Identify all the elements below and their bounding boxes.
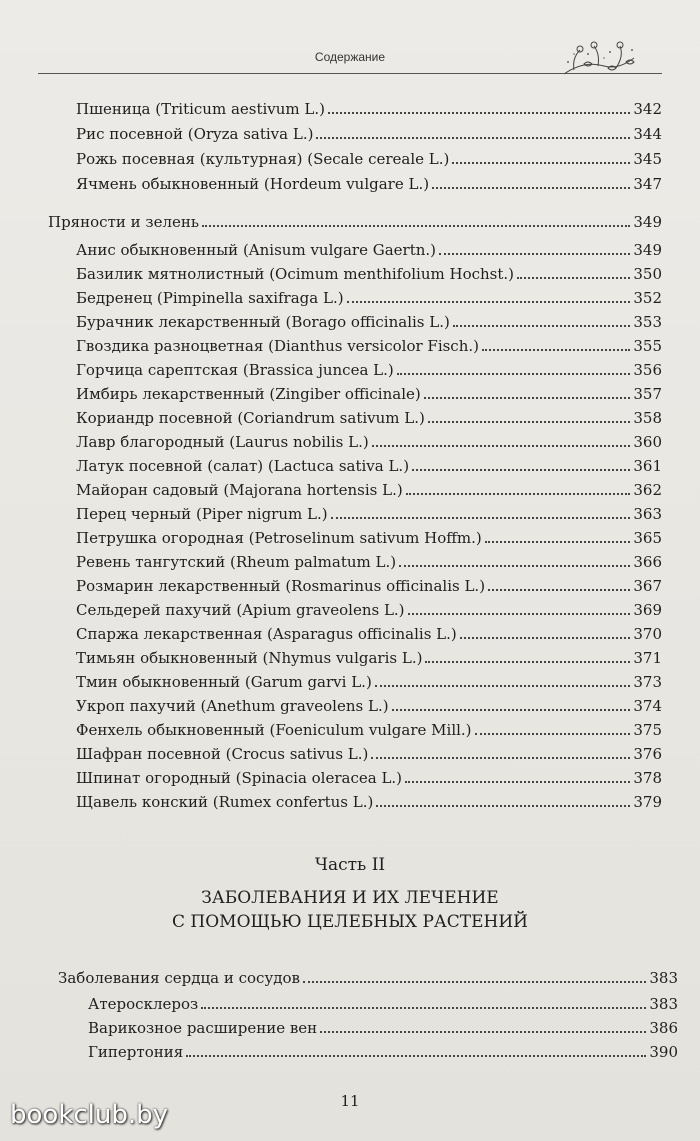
toc-page-number: 378 — [633, 769, 662, 787]
leader-dots — [439, 238, 630, 255]
toc-page-number: 355 — [633, 337, 662, 355]
toc-page-number: 357 — [633, 385, 662, 403]
toc-entry — [76, 790, 662, 812]
leader-dots — [201, 992, 646, 1009]
toc-entry-label: Сельдерей пахучий (Apium graveolens L.) — [76, 601, 405, 619]
toc-entry — [76, 406, 662, 428]
leader-dots — [397, 358, 631, 375]
toc-entry-label: Атеросклероз — [88, 995, 199, 1013]
toc-page-number: 375 — [633, 721, 662, 739]
toc-page-number: 362 — [633, 481, 662, 499]
toc-entry-label: Перец черный (Piper nigrum L.) — [76, 505, 328, 523]
toc-entry-label: Розмарин лекарственный (Rosmarinus officinalis L.) — [76, 577, 486, 595]
toc-entry-label: Пшеница (Triticum aestivum L.) — [76, 100, 326, 118]
toc-page-number: 342 — [633, 100, 662, 118]
toc-entry-label: Тмин обыкновенный (Garum garvi L.) — [76, 673, 372, 691]
toc-page-number: 345 — [633, 150, 662, 168]
toc-entry-label: Базилик мятнолистный (Ocimum menthifolium Hochst.) — [76, 265, 515, 283]
toc-page-number: 376 — [633, 745, 662, 763]
toc-entry — [76, 97, 662, 119]
toc-entry — [76, 430, 662, 452]
toc-section-label: Заболевания сердца и сосудов — [58, 969, 300, 987]
part-title-line-1: ЗАБОЛЕВАНИЯ И ИХ ЛЕЧЕНИЕ — [201, 888, 499, 908]
leader-dots — [406, 478, 631, 495]
toc-entry — [76, 502, 662, 524]
leader-dots — [316, 122, 630, 139]
toc-entry-label: Щавель конский (Rumex confertus L.) — [76, 793, 374, 811]
leader-dots — [375, 670, 631, 687]
toc-entry — [88, 1016, 678, 1038]
toc-page-number: 349 — [633, 213, 662, 231]
toc-section — [58, 966, 678, 988]
leader-dots — [485, 526, 631, 543]
toc-section-label: Пряности и зелень — [48, 213, 200, 231]
toc-entry — [76, 718, 662, 740]
toc-page-number: 353 — [633, 313, 662, 331]
toc-entry — [76, 622, 662, 644]
toc-entry-label: Кориандр посевной (Coriandrum sativum L.) — [76, 409, 425, 427]
toc-entry — [76, 694, 662, 716]
toc-section — [48, 210, 662, 232]
toc-entry-label: Бедренец (Pimpinella saxifraga L.) — [76, 289, 344, 307]
toc-page-number: 386 — [649, 1019, 678, 1037]
toc-page-number: 349 — [633, 241, 662, 259]
toc-page-number: 360 — [633, 433, 662, 451]
toc-entry — [76, 670, 662, 692]
toc-page-number: 373 — [633, 673, 662, 691]
leader-dots — [475, 718, 631, 735]
leader-dots — [425, 646, 630, 663]
toc-entry-label: Ячмень обыкновенный (Hordeum vulgare L.) — [76, 175, 430, 193]
toc-entry — [76, 358, 662, 380]
watermark: bookclub.by — [10, 1100, 169, 1130]
toc-entry-label: Ревень тангутский (Rheum palmatum L.) — [76, 553, 397, 571]
toc-entry — [76, 526, 662, 548]
toc-entry — [76, 122, 662, 144]
toc-entry-label: Гвоздика разноцветная (Dianthus versicolor Fisch.) — [76, 337, 479, 355]
toc-page-number: 347 — [633, 175, 662, 193]
leader-dots — [347, 286, 631, 303]
toc-entry-label: Гипертония — [88, 1043, 184, 1061]
toc-entry — [88, 1040, 678, 1062]
toc-entry — [76, 238, 662, 260]
toc-entry — [76, 766, 662, 788]
toc-entry — [76, 478, 662, 500]
leader-dots — [328, 97, 630, 114]
toc-entry-label: Имбирь лекарственный (Zingiber officinale) — [76, 385, 421, 403]
toc-page-number: 367 — [633, 577, 662, 595]
toc-entry-label: Майоран садовый (Majorana hortensis L.) — [76, 481, 403, 499]
toc-entry — [76, 286, 662, 308]
toc-entry — [76, 550, 662, 572]
toc-page-number: 358 — [633, 409, 662, 427]
toc-entry-label: Анис обыкновенный (Anisum vulgare Gaertn.) — [76, 241, 437, 259]
toc-entry — [76, 598, 662, 620]
toc-entry-label: Фенхель обыкновенный (Foeniculum vulgare Mill.) — [76, 721, 472, 739]
toc-entry — [88, 992, 678, 1014]
toc-entry — [76, 454, 662, 476]
toc-page-number: 383 — [649, 995, 678, 1013]
toc-page-number: 356 — [633, 361, 662, 379]
toc-page-number: 371 — [633, 649, 662, 667]
toc-entry-label: Лавр благородный (Laurus nobilis L.) — [76, 433, 369, 451]
leader-dots — [331, 502, 631, 519]
toc-page-number: 374 — [633, 697, 662, 715]
toc-page-number: 350 — [633, 265, 662, 283]
page-number: 11 — [340, 1092, 360, 1110]
leader-dots — [432, 172, 630, 189]
toc-entry — [76, 334, 662, 356]
toc-entry — [76, 382, 662, 404]
toc-entry — [76, 172, 662, 194]
toc-page-number: 344 — [633, 125, 662, 143]
toc-entry-label: Рис посевной (Oryza sativa L.) — [76, 125, 314, 143]
leader-dots — [482, 334, 630, 351]
toc-page-number: 352 — [633, 289, 662, 307]
leader-dots — [517, 262, 630, 279]
toc-entry — [76, 742, 662, 764]
leader-dots — [408, 598, 631, 615]
header-title: Содержание — [314, 50, 386, 64]
leader-dots — [320, 1016, 646, 1033]
leader-dots — [460, 622, 631, 639]
part-title-line-2: С ПОМОЩЬЮ ЦЕЛЕБНЫХ РАСТЕНИЙ — [172, 912, 528, 932]
toc-entry-label: Спаржа лекарственная (Asparagus officinalis L.) — [76, 625, 457, 643]
toc-page-number: 363 — [633, 505, 662, 523]
toc-page-number: 379 — [633, 793, 662, 811]
leader-dots — [202, 210, 630, 227]
toc-page-number: 365 — [633, 529, 662, 547]
leader-dots — [424, 382, 631, 399]
leader-dots — [186, 1040, 646, 1057]
toc-entry-label: Тимьян обыкновенный (Nhymus vulgaris L.) — [76, 649, 423, 667]
leader-dots — [371, 742, 630, 759]
leader-dots — [488, 574, 630, 591]
toc-entry — [76, 147, 662, 169]
toc-entry-label: Укроп пахучий (Anethum graveolens L.) — [76, 697, 389, 715]
leader-dots — [452, 147, 630, 164]
toc-entry — [76, 646, 662, 668]
leader-dots — [372, 430, 631, 447]
toc-entry — [76, 262, 662, 284]
toc-entry — [76, 574, 662, 596]
leader-dots — [428, 406, 630, 423]
leader-dots — [303, 966, 646, 983]
toc-entry-label: Шафран посевной (Crocus sativus L.) — [76, 745, 369, 763]
toc-entry-label: Бурачник лекарственный (Borago officinalis L.) — [76, 313, 450, 331]
toc-entry-label: Латук посевной (салат) (Lactuca sativa L.) — [76, 457, 410, 475]
toc-entry-label: Рожь посевная (культурная) (Secale cereale L.) — [76, 150, 450, 168]
toc-page-number: 370 — [633, 625, 662, 643]
toc-page-number: 390 — [649, 1043, 678, 1061]
toc-entry-label: Шпинат огородный (Spinacia oleracea L.) — [76, 769, 403, 787]
toc-entry-label: Горчица сарептская (Brassica juncea L.) — [76, 361, 394, 379]
toc-page-number: 383 — [649, 969, 678, 987]
part-heading: Часть II — [314, 855, 386, 875]
toc-entry-label: Петрушка огородная (Petroselinum sativum Hoffm.) — [76, 529, 482, 547]
leader-dots — [412, 454, 630, 471]
leader-dots — [453, 310, 631, 327]
leader-dots — [376, 790, 630, 807]
toc-entry — [76, 310, 662, 332]
toc-entry-label: Варикозное расширение вен — [88, 1019, 318, 1037]
toc-page-number: 361 — [633, 457, 662, 475]
leader-dots — [405, 766, 630, 783]
leader-dots — [392, 694, 631, 711]
toc-page-number: 369 — [633, 601, 662, 619]
toc-page-number: 366 — [633, 553, 662, 571]
leader-dots — [399, 550, 630, 567]
